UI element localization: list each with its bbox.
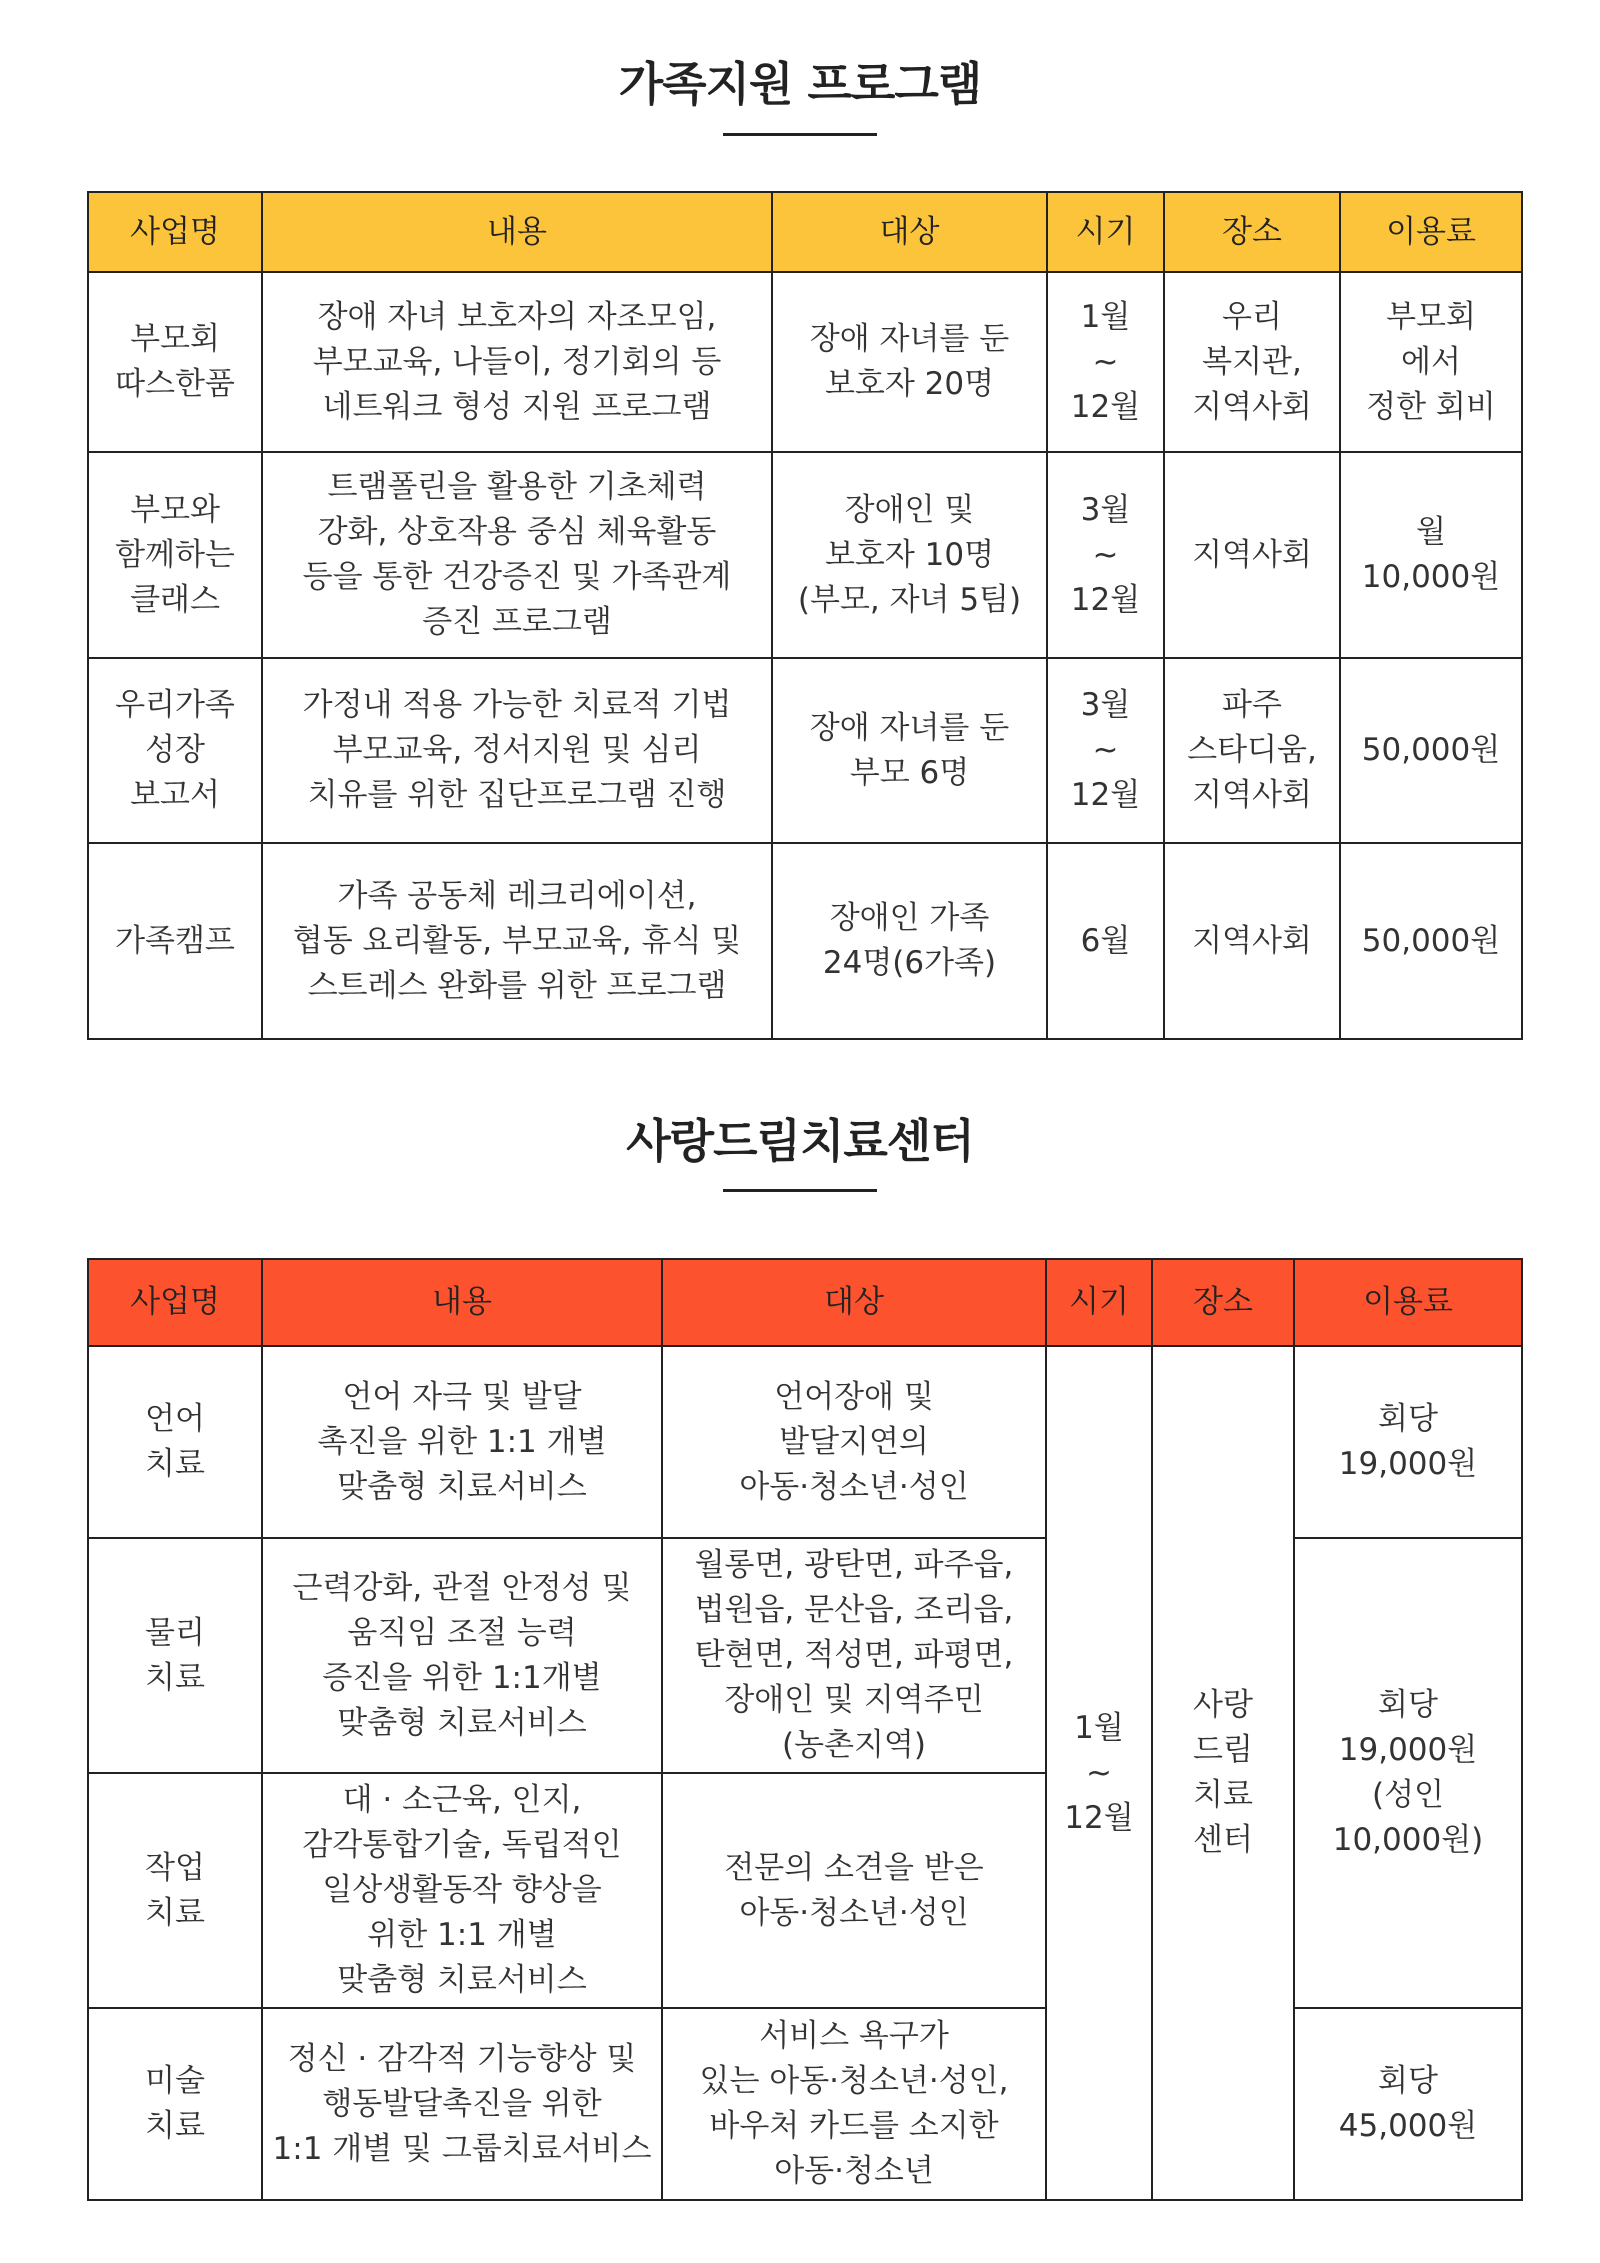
cell-program-name: 언어 치료 [88, 1346, 262, 1538]
cell-period-shared: 1월 ~ 12월 [1046, 1346, 1152, 2200]
cell-fee-shared: 회당 19,000원 (성인 10,000원) [1294, 1538, 1522, 2008]
cell-program-name: 부모와 함께하는 클래스 [88, 452, 262, 658]
cell-fee: 부모회 에서 정한 회비 [1340, 272, 1522, 452]
header-fee: 이용료 [1340, 192, 1522, 272]
cell-fee: 월 10,000원 [1340, 452, 1522, 658]
cell-content: 가족 공동체 레크리에이션, 협동 요리활동, 부모교육, 휴식 및 스트레스 완화를 위한 프로그램 [262, 843, 772, 1039]
cell-place: 우리 복지관, 지역사회 [1164, 272, 1340, 452]
header-content: 내용 [262, 192, 772, 272]
section-title-therapy-center: 사랑드림치료센터 [626, 1114, 974, 1168]
cell-period: 3월 ~ 12월 [1047, 658, 1164, 843]
cell-program-name: 물리 치료 [88, 1538, 262, 1773]
cell-content: 장애 자녀 보호자의 자조모임, 부모교육, 나들이, 정기회의 등 네트워크 형성 지원 프로그램 [262, 272, 772, 452]
cell-fee: 회당 19,000원 [1294, 1346, 1522, 1538]
cell-target: 언어장애 및 발달지연의 아동·청소년·성인 [662, 1346, 1046, 1538]
cell-target: 장애인 및 보호자 10명 (부모, 자녀 5팀) [772, 452, 1047, 658]
cell-target: 전문의 소견을 받은 아동·청소년·성인 [662, 1773, 1046, 2008]
table-row [88, 1346, 1522, 1538]
cell-period: 3월 ~ 12월 [1047, 452, 1164, 658]
cell-fee: 50,000원 [1340, 658, 1522, 843]
cell-program-name: 부모회 따스한품 [88, 272, 262, 452]
cell-content: 트램폴린을 활용한 기초체력 강화, 상호작용 중심 체육활동 등을 통한 건강증진 및 가족관계 증진 프로그램 [262, 452, 772, 658]
therapy-center-table [87, 1258, 1523, 2201]
cell-content: 대 · 소근육, 인지, 감각통합기술, 독립적인 일상생활동작 향상을 위한 1:1 개별 맞춤형 치료서비스 [262, 1773, 662, 2008]
cell-program-name: 작업 치료 [88, 1773, 262, 2008]
table-row [88, 2008, 1522, 2200]
header-place: 장소 [1152, 1259, 1294, 1346]
cell-content: 정신 · 감각적 기능향상 및 행동발달촉진을 위한 1:1 개별 및 그룹치료서비스 [262, 2008, 662, 2200]
cell-target: 월롱면, 광탄면, 파주읍, 법원읍, 문산읍, 조리읍, 탄현면, 적성면, 파평면, 장애인 및 지역주민 (농촌지역) [662, 1538, 1046, 1773]
cell-place: 지역사회 [1164, 843, 1340, 1039]
table-row [88, 658, 1522, 843]
cell-target: 서비스 욕구가 있는 아동·청소년·성인, 바우처 카드를 소지한 아동·청소년 [662, 2008, 1046, 2200]
cell-fee: 50,000원 [1340, 843, 1522, 1039]
table-row [88, 1538, 1522, 1773]
table-row [88, 452, 1522, 658]
cell-place-shared: 사랑 드림 치료 센터 [1152, 1346, 1294, 2200]
header-place: 장소 [1164, 192, 1340, 272]
section-title-family-support: 가족지원 프로그램 [618, 57, 982, 111]
cell-period: 6월 [1047, 843, 1164, 1039]
cell-target: 장애 자녀를 둔 부모 6명 [772, 658, 1047, 843]
header-target: 대상 [772, 192, 1047, 272]
header-program-name: 사업명 [88, 1259, 262, 1346]
header-program-name: 사업명 [88, 192, 262, 272]
cell-place: 파주 스타디움, 지역사회 [1164, 658, 1340, 843]
cell-target: 장애인 가족 24명(6가족) [772, 843, 1047, 1039]
cell-program-name: 가족캠프 [88, 843, 262, 1039]
cell-place: 지역사회 [1164, 452, 1340, 658]
table-header-row [88, 192, 1522, 272]
cell-content: 가정내 적용 가능한 치료적 기법 부모교육, 정서지원 및 심리 치유를 위한 집단프로그램 진행 [262, 658, 772, 843]
title-underline [723, 133, 877, 136]
cell-target: 장애 자녀를 둔 보호자 20명 [772, 272, 1047, 452]
table-row [88, 843, 1522, 1039]
cell-period: 1월 ~ 12월 [1047, 272, 1164, 452]
cell-content: 근력강화, 관절 안정성 및 움직임 조절 능력 증진을 위한 1:1개별 맞춤형 치료서비스 [262, 1538, 662, 1773]
table-header-row [88, 1259, 1522, 1346]
table-row [88, 272, 1522, 452]
cell-content: 언어 자극 및 발달 촉진을 위한 1:1 개별 맞춤형 치료서비스 [262, 1346, 662, 1538]
cell-program-name: 우리가족 성장 보고서 [88, 658, 262, 843]
title-underline [723, 1189, 877, 1192]
header-period: 시기 [1047, 192, 1164, 272]
family-support-table [87, 191, 1523, 1040]
cell-program-name: 미술 치료 [88, 2008, 262, 2200]
header-fee: 이용료 [1294, 1259, 1522, 1346]
cell-fee: 회당 45,000원 [1294, 2008, 1522, 2200]
header-content: 내용 [262, 1259, 662, 1346]
header-target: 대상 [662, 1259, 1046, 1346]
header-period: 시기 [1046, 1259, 1152, 1346]
